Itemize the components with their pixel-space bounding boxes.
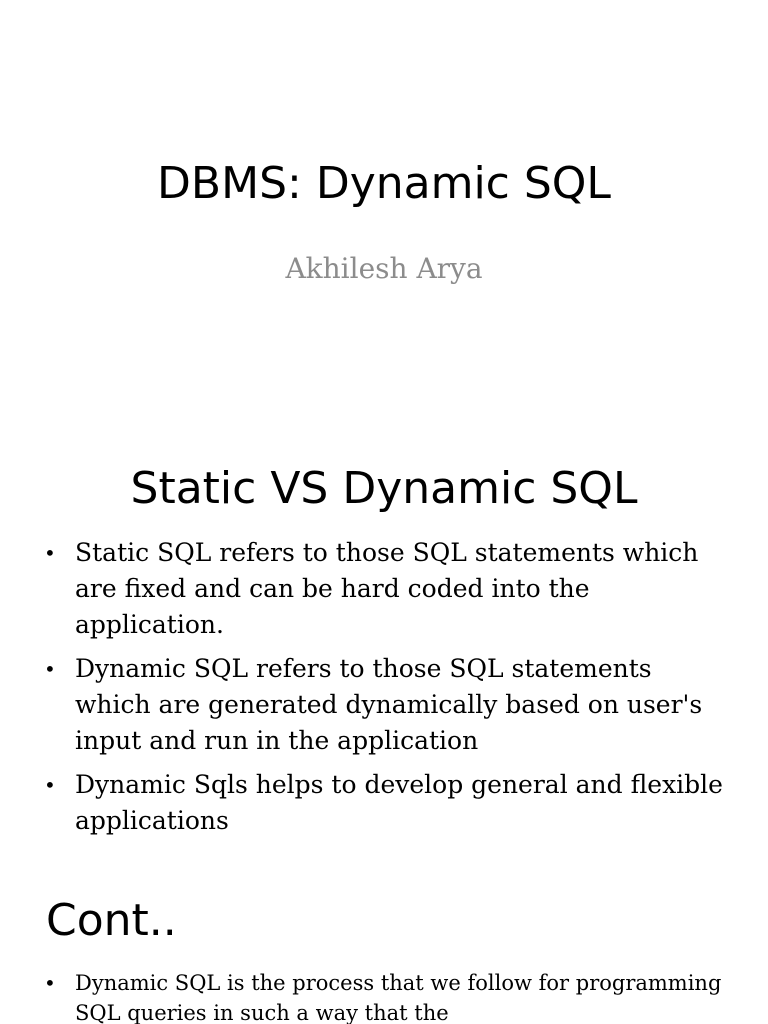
bullet-list <box>40 535 730 847</box>
slide-title: Static VS Dynamic SQL <box>130 463 638 514</box>
bullet-icon: • <box>44 657 56 681</box>
bullet-text: Static SQL refers to those SQL statements which are fixed and can be hard coded into the application. <box>75 538 699 639</box>
bullet-icon: • <box>44 773 56 797</box>
title-slide <box>0 0 768 420</box>
bullet-icon: • <box>44 971 56 995</box>
cont-slide <box>0 870 768 1024</box>
bullet-item <box>40 767 730 839</box>
static-vs-dynamic-slide <box>0 440 768 850</box>
slide-title: DBMS: Dynamic SQL <box>157 158 611 209</box>
bullet-item <box>40 968 730 1024</box>
bullet-list <box>40 968 730 1024</box>
bullet-item <box>40 535 730 643</box>
author-subtitle: Akhilesh Arya <box>285 252 483 285</box>
bullet-text: Dynamic Sqls helps to develop general and flexible applications <box>75 770 723 835</box>
bullet-text: Dynamic SQL is the process that we follow for programming SQL queries in such a way that the <box>75 971 722 1024</box>
bullet-item <box>40 651 730 759</box>
slide-title: Cont.. <box>46 895 177 946</box>
bullet-text: Dynamic SQL refers to those SQL statements which are generated dynamically based on user's input and run in the application <box>75 654 703 755</box>
bullet-icon: • <box>44 541 56 565</box>
